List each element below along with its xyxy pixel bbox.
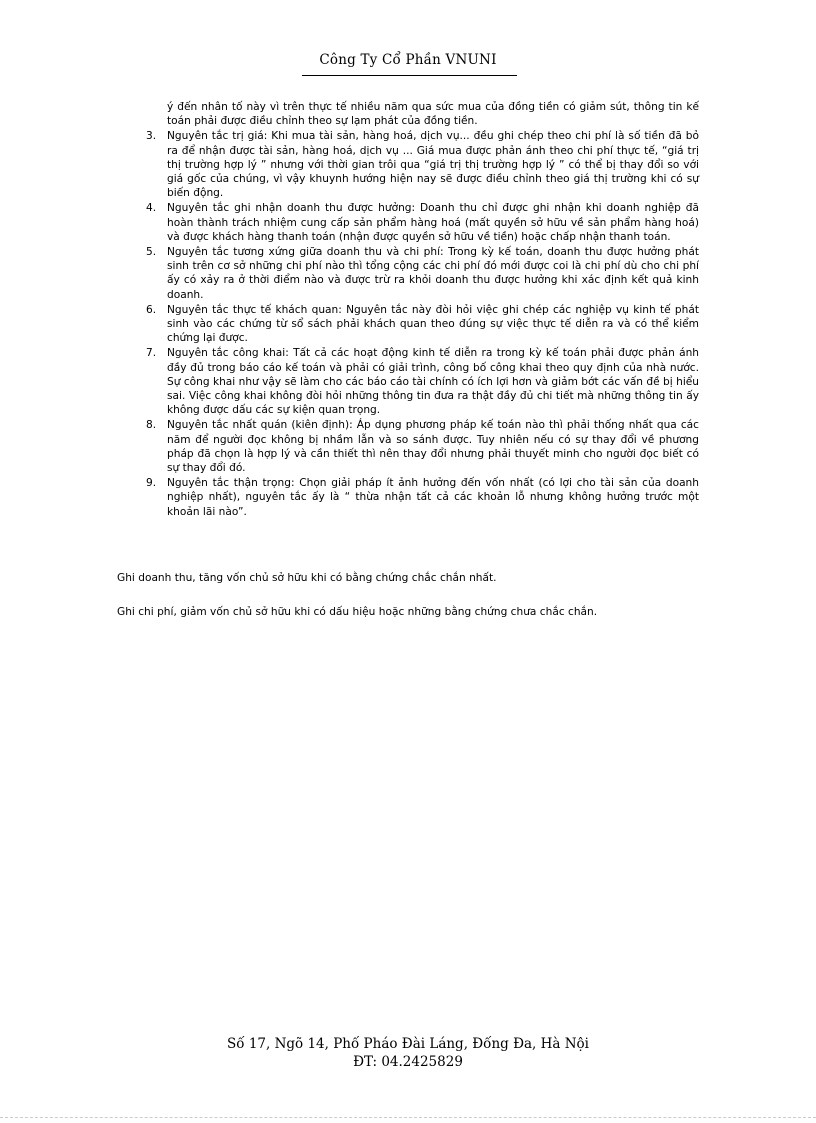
list-item-number: 4. xyxy=(146,202,157,215)
header-underline xyxy=(302,75,517,76)
list-item xyxy=(117,476,699,519)
list-item-number: 3. xyxy=(146,130,157,143)
continuation-text: ý đến nhân tố này vì trên thực tế nhiều năm qua sức mua của đồng tiền có giảm sút, thông tin kế toán phải được điều chỉnh theo sự lạm phát của đồng tiền. xyxy=(167,101,699,128)
paragraph-expense: Ghi chi phí, giảm vốn chủ sở hữu khi có dấu hiệu hoặc những bằng chứng chưa chắc chắn. xyxy=(117,606,598,618)
paragraph-revenue: Ghi doanh thu, tăng vốn chủ sở hữu khi có bằng chứng chắc chắn nhất. xyxy=(117,572,497,584)
list-item-text: Nguyên tắc nhất quán (kiên định): Áp dụng phương pháp kế toán nào thì phải thống nhất qua các năm để người đọc không bị nhầm lẫn và so sánh được. Tuy nhiên nếu có sự thay đổi về phương pháp đã chọn là hợp lý và cần thiết thì nên thay đổi nhưng phải thuyết minh cho người đọc biết có sự thay đổi đó. xyxy=(167,419,699,475)
list-item-number: 7. xyxy=(146,347,157,360)
list-item-number: 8. xyxy=(146,419,157,432)
page-header-company: Công Ty Cổ Phần VNUNI xyxy=(319,52,497,68)
list-item-text: Nguyên tắc trị giá: Khi mua tài sản, hàng hoá, dịch vụ... đều ghi chép theo chi phí là số tiền đã bỏ ra để nhận được tài sản, hàng hoá, dịch vụ ... Giá mua được phản ánh theo chi phí thực tế, “giá trị thị trường hợp lý ” nhưng với thời gian trôi qua “giá trị thị trường hợp lý ” có thể bị thay đổi so với giá gốc của chúng, vì vậy khuynh hướng hiện nay sẽ được điều chỉnh theo giá thị trường khi có sự biến động. xyxy=(167,130,699,200)
list-item xyxy=(117,346,699,417)
list-item xyxy=(117,303,699,346)
list-item xyxy=(117,245,699,302)
list-item xyxy=(117,418,699,475)
page-footer xyxy=(0,1035,816,1071)
principles-list xyxy=(117,100,699,519)
list-item xyxy=(117,201,699,244)
list-item-text: Nguyên tắc công khai: Tất cả các hoạt động kinh tế diễn ra trong kỳ kế toán phải được phản ánh đầy đủ trong báo cáo kế toán và phải có giải trình, công bố công khai theo quy định của nhà nước. Sự công khai như vậy sẽ làm cho các báo cáo tài chính có ích lợi hơn và giảm bớt các vấn đề bị hiểu sai. Việc công khai không đòi hỏi những thông tin đưa ra thật đầy đủ chi tiết mà những thông tin ấy không được dấu các sự kiện quan trọng. xyxy=(167,347,699,417)
footer-phone: ĐT: 04.2425829 xyxy=(353,1054,463,1070)
list-item-text: Nguyên tắc ghi nhận doanh thu được hưởng: Doanh thu chỉ được ghi nhận khi doanh nghiệp đã hoàn thành trách nhiệm cung cấp sản phẩm hàng hoá (mất quyền sở hữu về sản phẩm hàng hoá) và được khách hàng thanh toán (nhận được quyền sở hữu về tiền) hoặc chấp nhận thanh toán. xyxy=(167,202,699,243)
list-item-number: 9. xyxy=(146,477,157,490)
list-item-text: Nguyên tắc thực tế khách quan: Nguyên tắc này đòi hỏi việc ghi chép các nghiệp vụ kinh tế phát sinh vào các chứng từ sổ sách phải khách quan theo đúng sự việc thực tế diễn ra và có thể kiểm chứng lại được. xyxy=(167,303,699,345)
list-item xyxy=(117,129,699,200)
list-item-number: 6. xyxy=(146,303,157,316)
list-item-number: 5. xyxy=(146,246,157,259)
page-bottom-divider xyxy=(0,1117,816,1118)
list-item-text: Nguyên tắc tương xứng giữa doanh thu và chi phí: Trong kỳ kế toán, doanh thu được hưởng phát sinh trên cơ sở những chi phí nào thì tổng cộng các chi phí đó mới được coi là chi phí dù cho chi phí ấy có xảy ra ở thời điểm nào và được trừ ra khỏi doanh thu được hưởng khi xác định kết quả kinh doanh. xyxy=(167,246,699,301)
list-item-text: Nguyên tắc thận trọng: Chọn giải pháp ít ảnh hưởng đến vốn nhất (có lợi cho tài sản của doanh nghiệp nhất), nguyên tắc ấy là “ thừa nhận tất cả các khoản lỗ nhưng không hưởng trước một khoản lãi nào”. xyxy=(167,477,699,518)
footer-address: Số 17, Ngõ 14, Phố Pháo Đài Láng, Đống Đa, Hà Nội xyxy=(227,1036,589,1052)
